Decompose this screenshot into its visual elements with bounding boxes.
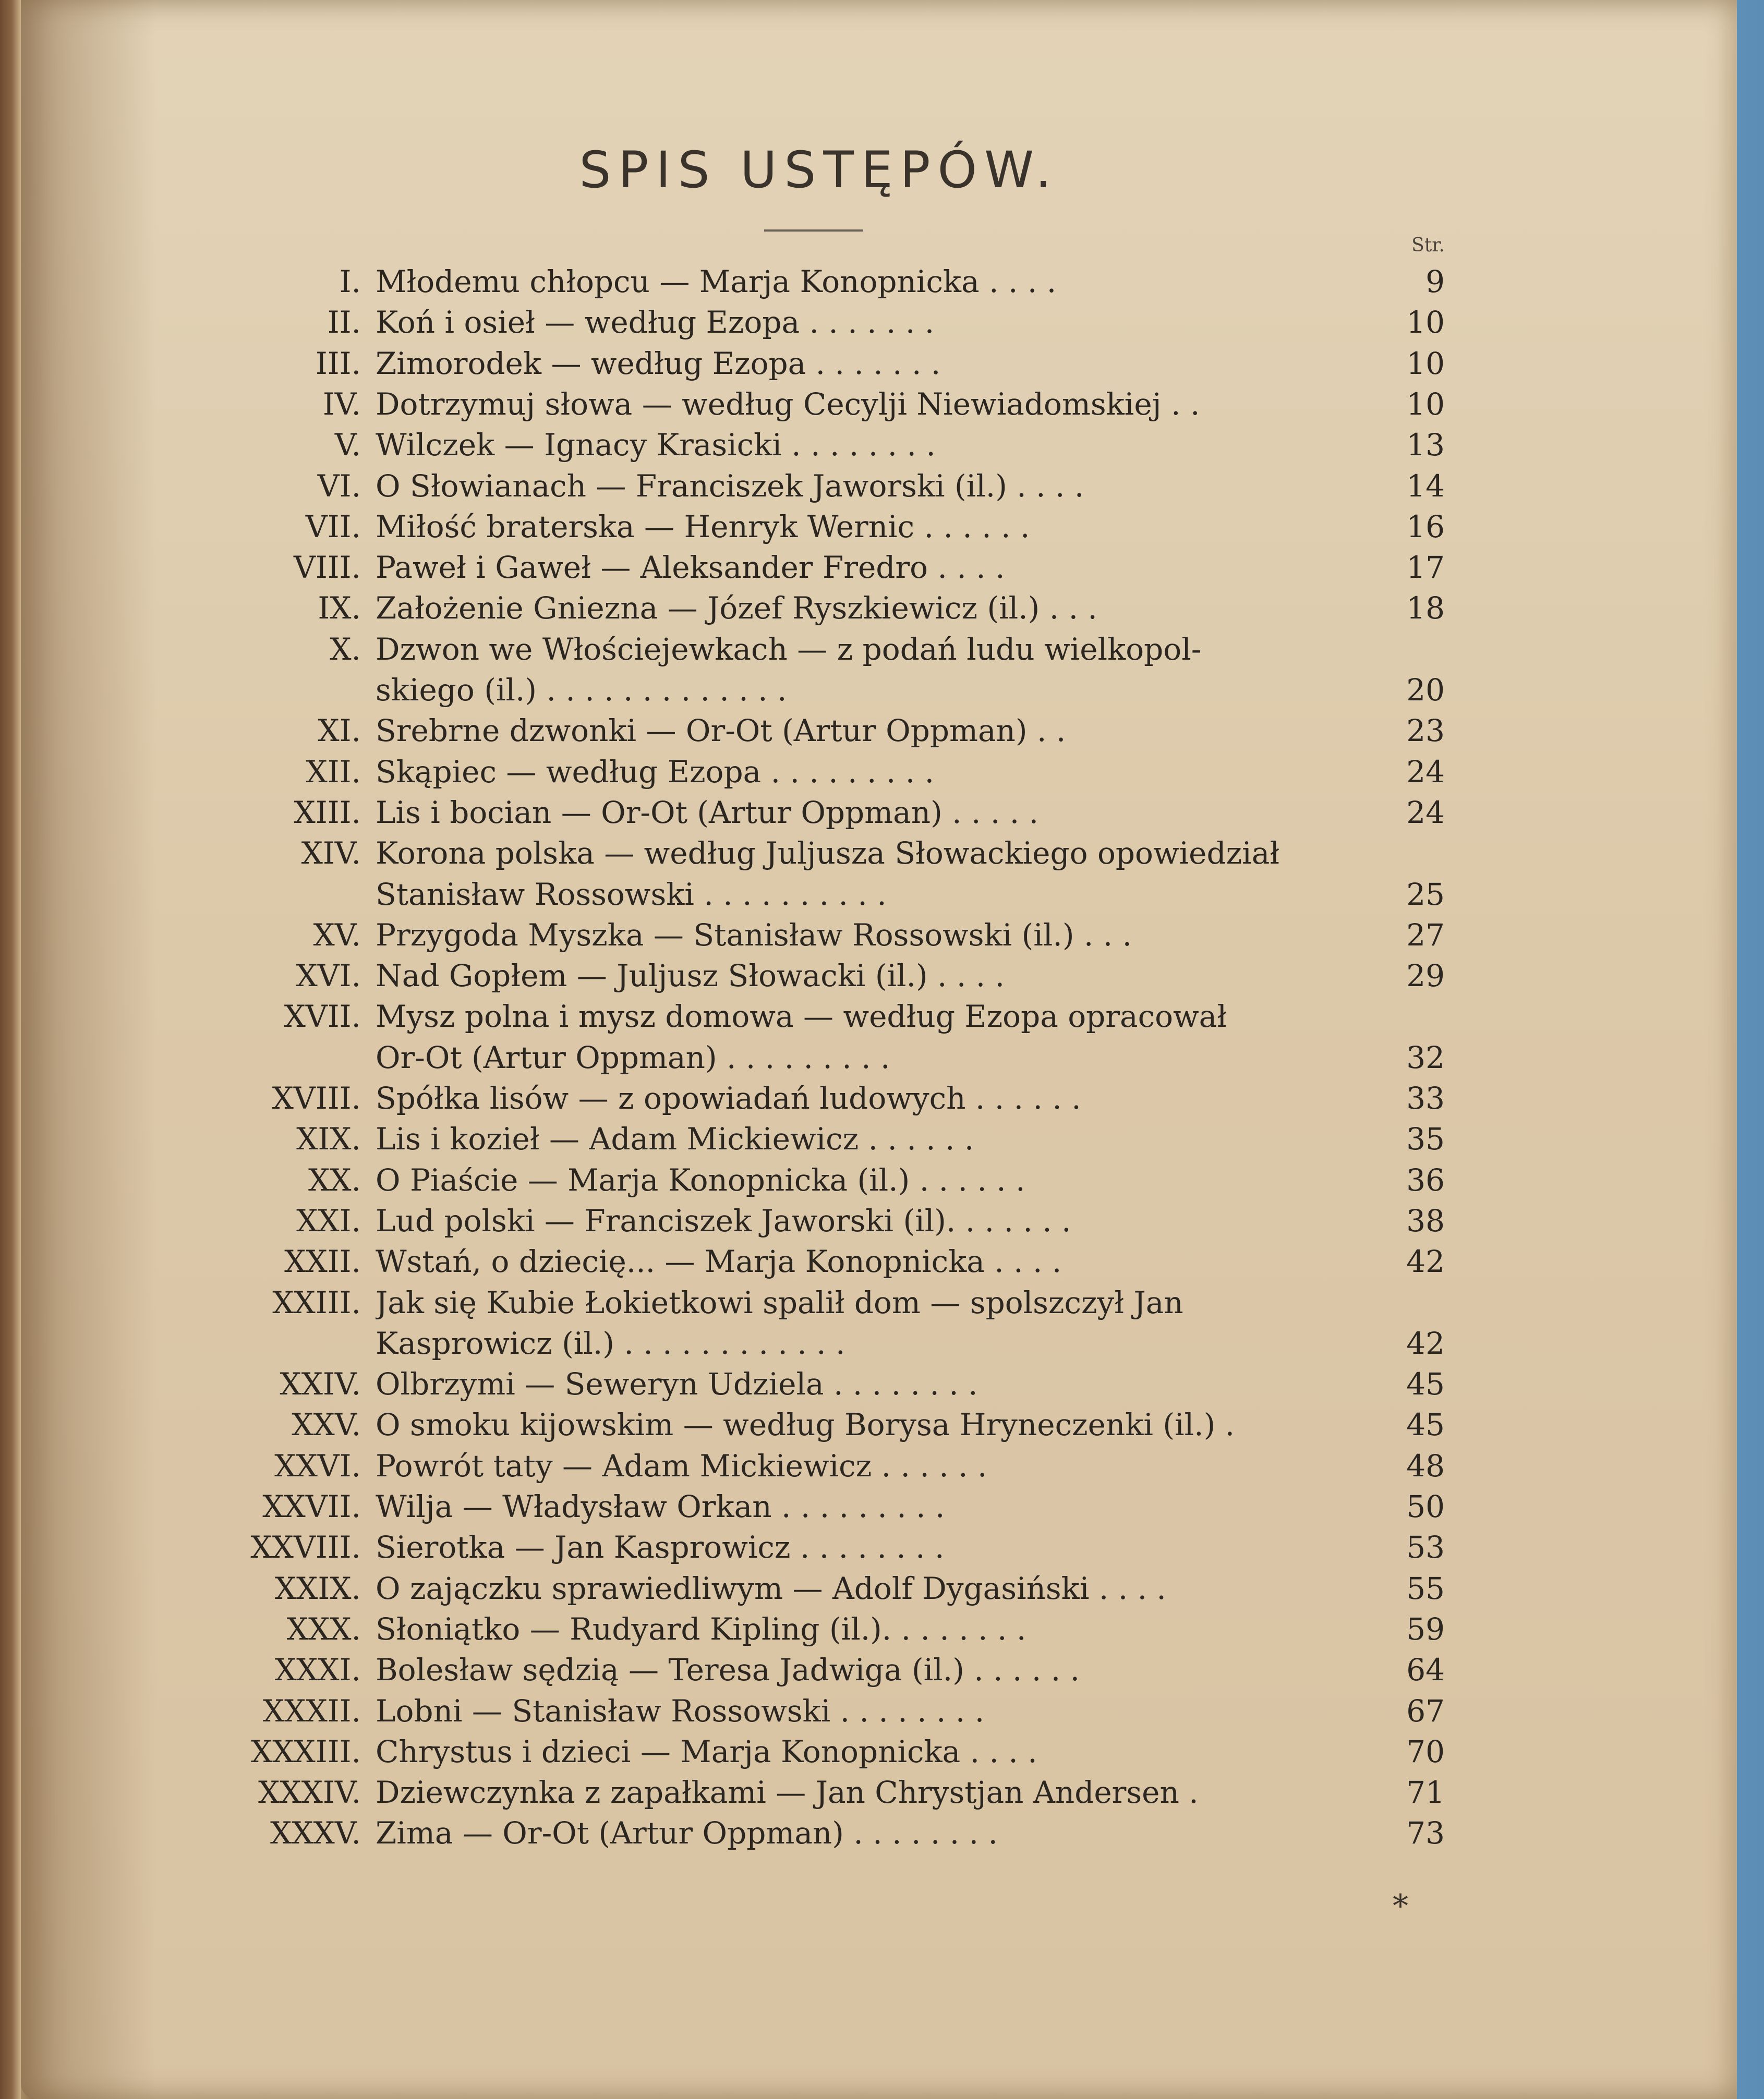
toc-entry xyxy=(0,263,1764,300)
entry-page-number: 10 xyxy=(1406,386,1445,422)
entry-title: O Słowianach — Franciszek Jaworski (il.) . . . . xyxy=(376,468,1084,504)
entry-title: Bolesław sędzią — Teresa Jadwiga (il.) . . . . . . xyxy=(376,1652,1080,1688)
toc-entry xyxy=(0,1529,1764,1566)
entry-number: IX. xyxy=(318,590,361,626)
toc-entry xyxy=(0,304,1764,341)
entry-number: XVIII. xyxy=(272,1081,361,1116)
entry-title: O zajączku sprawiedliwym — Adolf Dygasiński . . . . xyxy=(376,1570,1166,1606)
entry-page-number: 55 xyxy=(1406,1570,1445,1606)
entry-title: Srebrne dzwonki — Or-Ot (Artur Oppman) . . xyxy=(376,713,1066,749)
toc-entry xyxy=(0,672,1764,708)
entry-page-number: 45 xyxy=(1406,1366,1445,1402)
entry-title: Stanisław Rossowski . . . . . . . . . . xyxy=(376,876,887,912)
entry-title: Kasprowicz (il.) . . . . . . . . . . . . xyxy=(376,1325,845,1361)
toc-entry xyxy=(0,1693,1764,1729)
entry-page-number: 53 xyxy=(1406,1530,1445,1566)
entry-page-number: 33 xyxy=(1406,1081,1445,1116)
entry-page-number: 45 xyxy=(1406,1407,1445,1443)
toc-entry xyxy=(0,1039,1764,1076)
entry-title: Wstań, o dziecię... — Marja Konopnicka . . . . xyxy=(376,1244,1062,1280)
entry-page-number: 23 xyxy=(1406,713,1445,749)
entry-title: Dzwon we Włościejewkach — z podań ludu wielkopol- xyxy=(376,631,1202,667)
entry-page-number: 64 xyxy=(1406,1652,1445,1688)
toc-entry xyxy=(0,1611,1764,1647)
entry-title: Miłość braterska — Henryk Wernic . . . . . . xyxy=(376,508,1030,544)
toc-entry xyxy=(0,754,1764,790)
entry-number: I. xyxy=(339,264,361,299)
entry-page-number: 36 xyxy=(1406,1162,1445,1198)
entry-page-number: 59 xyxy=(1406,1611,1445,1647)
entry-title: Spółka lisów — z opowiadań ludowych . . . . . . xyxy=(376,1081,1081,1116)
entry-number: XIX. xyxy=(296,1121,361,1157)
entry-title: Młodemu chłopcu — Marja Konopnicka . . . . xyxy=(376,264,1057,299)
entry-title: Koń i osieł — według Ezopa . . . . . . . xyxy=(376,305,935,341)
toc-entry xyxy=(0,1243,1764,1280)
toc-entry xyxy=(0,1448,1764,1484)
toc-entry xyxy=(0,590,1764,626)
entry-title: Zimorodek — według Ezopa . . . . . . . xyxy=(376,345,941,381)
entry-number: XXI. xyxy=(296,1203,361,1239)
toc-entry xyxy=(0,427,1764,463)
entry-number: XXXV. xyxy=(270,1815,361,1851)
entry-title: Lud polski — Franciszek Jaworski (il). . . . . . . xyxy=(376,1203,1071,1239)
entry-title: Dziewczynka z zapałkami — Jan Chrystjan Andersen . xyxy=(376,1775,1199,1811)
entry-number: II. xyxy=(327,305,361,341)
entry-number: XII. xyxy=(306,754,361,790)
entry-number: XXX. xyxy=(286,1611,361,1647)
entry-number: III. xyxy=(315,345,361,381)
entry-title: Wilja — Władysław Orkan . . . . . . . . . xyxy=(376,1489,945,1524)
entry-number: XVII. xyxy=(284,999,361,1035)
page-column-label: Str. xyxy=(1411,235,1445,256)
entry-title: Korona polska — według Juljusza Słowackiego opowiedział xyxy=(376,835,1280,871)
toc-entry xyxy=(0,876,1764,913)
entry-title: O Piaście — Marja Konopnicka (il.) . . . . . . xyxy=(376,1162,1025,1198)
entry-page-number: 32 xyxy=(1406,1039,1445,1075)
entry-page-number: 42 xyxy=(1406,1244,1445,1280)
entry-number: XXXII. xyxy=(262,1693,361,1729)
entry-page-number: 27 xyxy=(1406,917,1445,953)
entry-page-number: 24 xyxy=(1406,754,1445,790)
toc-entry xyxy=(0,1774,1764,1811)
entry-page-number: 70 xyxy=(1406,1733,1445,1769)
toc-entry xyxy=(0,1366,1764,1402)
toc-entry xyxy=(0,1733,1764,1770)
entry-page-number: 10 xyxy=(1406,345,1445,381)
toc-entry xyxy=(0,549,1764,586)
entry-title: Chrystus i dzieci — Marja Konopnicka . . . . xyxy=(376,1733,1037,1769)
entry-title: Przygoda Myszka — Stanisław Rossowski (il.) . . . xyxy=(376,917,1132,953)
entry-number: XXIV. xyxy=(280,1366,361,1402)
toc-entry xyxy=(0,1080,1764,1117)
entry-number: XXXIV. xyxy=(258,1775,361,1811)
toc-entry xyxy=(0,468,1764,504)
toc-entry xyxy=(0,794,1764,831)
entry-title: Zima — Or-Ot (Artur Oppman) . . . . . . . . xyxy=(376,1815,998,1851)
toc-entry xyxy=(0,1488,1764,1525)
toc-entry xyxy=(0,712,1764,749)
toc-entry xyxy=(0,917,1764,953)
entry-title: Paweł i Gaweł — Aleksander Fredro . . . . xyxy=(376,550,1005,586)
page-title: SPIS USTĘPÓW. xyxy=(579,141,1059,199)
entry-number: XXVIII. xyxy=(250,1530,361,1566)
entry-title: Olbrzymi — Seweryn Udziela . . . . . . . . xyxy=(376,1366,978,1402)
entry-page-number: 71 xyxy=(1406,1775,1445,1811)
entry-number: X. xyxy=(330,631,361,667)
entry-title: skiego (il.) . . . . . . . . . . . . . xyxy=(376,672,787,708)
toc-entry xyxy=(0,386,1764,422)
entry-page-number: 73 xyxy=(1406,1815,1445,1851)
entry-title: Nad Gopłem — Juljusz Słowacki (il.) . . . . xyxy=(376,958,1005,994)
toc-entry xyxy=(0,957,1764,994)
entry-number: XXXI. xyxy=(274,1652,361,1688)
entry-title: Lobni — Stanisław Rossowski . . . . . . . . xyxy=(376,1693,985,1729)
toc-entry xyxy=(0,345,1764,382)
toc-entry xyxy=(0,1570,1764,1607)
entry-title: Słoniątko — Rudyard Kipling (il.). . . . . . . . xyxy=(376,1611,1026,1647)
entry-page-number: 48 xyxy=(1406,1448,1445,1484)
entry-page-number: 20 xyxy=(1406,672,1445,708)
entry-title: Mysz polna i mysz domowa — według Ezopa opracował xyxy=(376,999,1227,1035)
entry-page-number: 38 xyxy=(1406,1203,1445,1239)
toc-entry xyxy=(0,1121,1764,1157)
toc-entry xyxy=(0,1652,1764,1688)
title-divider xyxy=(764,229,863,232)
toc-entry xyxy=(0,508,1764,545)
entry-page-number: 16 xyxy=(1406,508,1445,544)
entry-page-number: 17 xyxy=(1406,550,1445,586)
toc-entry xyxy=(0,1284,1764,1321)
entry-page-number: 10 xyxy=(1406,305,1445,341)
entry-number: XXII. xyxy=(284,1244,361,1280)
entry-number: IV. xyxy=(322,386,361,422)
toc-entry xyxy=(0,1203,1764,1239)
entry-number: XXIX. xyxy=(274,1570,361,1606)
entry-page-number: 18 xyxy=(1406,590,1445,626)
entry-page-number: 25 xyxy=(1406,876,1445,912)
toc-entry xyxy=(0,1406,1764,1443)
entry-number: XV. xyxy=(313,917,361,953)
entry-title: Skąpiec — według Ezopa . . . . . . . . . xyxy=(376,754,935,790)
entry-title: O smoku kijowskim — według Borysa Hryneczenki (il.) . xyxy=(376,1407,1235,1443)
entry-number: VII. xyxy=(305,508,361,544)
entry-title: Lis i kozieł — Adam Mickiewicz . . . . . . xyxy=(376,1121,974,1157)
entry-number: XXXIII. xyxy=(250,1733,361,1769)
entry-title: Założenie Gniezna — Józef Ryszkiewicz (il.) . . . xyxy=(376,590,1097,626)
toc-entry xyxy=(0,835,1764,871)
entry-number: V. xyxy=(334,427,361,463)
entry-number: XIV. xyxy=(301,835,361,871)
entry-page-number: 67 xyxy=(1406,1693,1445,1729)
entry-title: Dotrzymuj słowa — według Cecylji Niewiadomskiej . . xyxy=(376,386,1200,422)
toc-entry xyxy=(0,998,1764,1035)
toc-entry xyxy=(0,1815,1764,1851)
entry-title: Or-Ot (Artur Oppman) . . . . . . . . . xyxy=(376,1039,890,1075)
entry-title: Sierotka — Jan Kasprowicz . . . . . . . . xyxy=(376,1530,945,1566)
entry-number: XXVI. xyxy=(274,1448,361,1484)
footer-mark: * xyxy=(1393,1888,1408,1924)
toc-entry xyxy=(0,1162,1764,1198)
entry-page-number: 13 xyxy=(1406,427,1445,463)
entry-title: Powrót taty — Adam Mickiewicz . . . . . . xyxy=(376,1448,987,1484)
entry-number: XXV. xyxy=(292,1407,361,1443)
entry-title: Wilczek — Ignacy Krasicki . . . . . . . . xyxy=(376,427,936,463)
entry-number: XVI. xyxy=(296,958,361,994)
entry-number: VI. xyxy=(317,468,361,504)
entry-page-number: 24 xyxy=(1406,794,1445,830)
entry-number: XXIII. xyxy=(272,1284,361,1320)
entry-page-number: 35 xyxy=(1406,1121,1445,1157)
entry-page-number: 14 xyxy=(1406,468,1445,504)
entry-page-number: 9 xyxy=(1425,264,1445,299)
entry-number: XXVII. xyxy=(262,1489,361,1524)
entry-number: VIII. xyxy=(293,550,361,586)
entry-number: XX. xyxy=(308,1162,361,1198)
entry-title: Jak się Kubie Łokietkowi spalił dom — spolszczył Jan xyxy=(376,1284,1183,1320)
entry-page-number: 29 xyxy=(1406,958,1445,994)
toc-entry xyxy=(0,631,1764,668)
toc-entry xyxy=(0,1325,1764,1362)
entry-title: Lis i bocian — Or-Ot (Artur Oppman) . . . . . xyxy=(376,794,1039,830)
entry-page-number: 42 xyxy=(1406,1325,1445,1361)
entry-number: XIII. xyxy=(294,794,361,830)
entry-number: XI. xyxy=(318,713,361,749)
entry-page-number: 50 xyxy=(1406,1489,1445,1524)
